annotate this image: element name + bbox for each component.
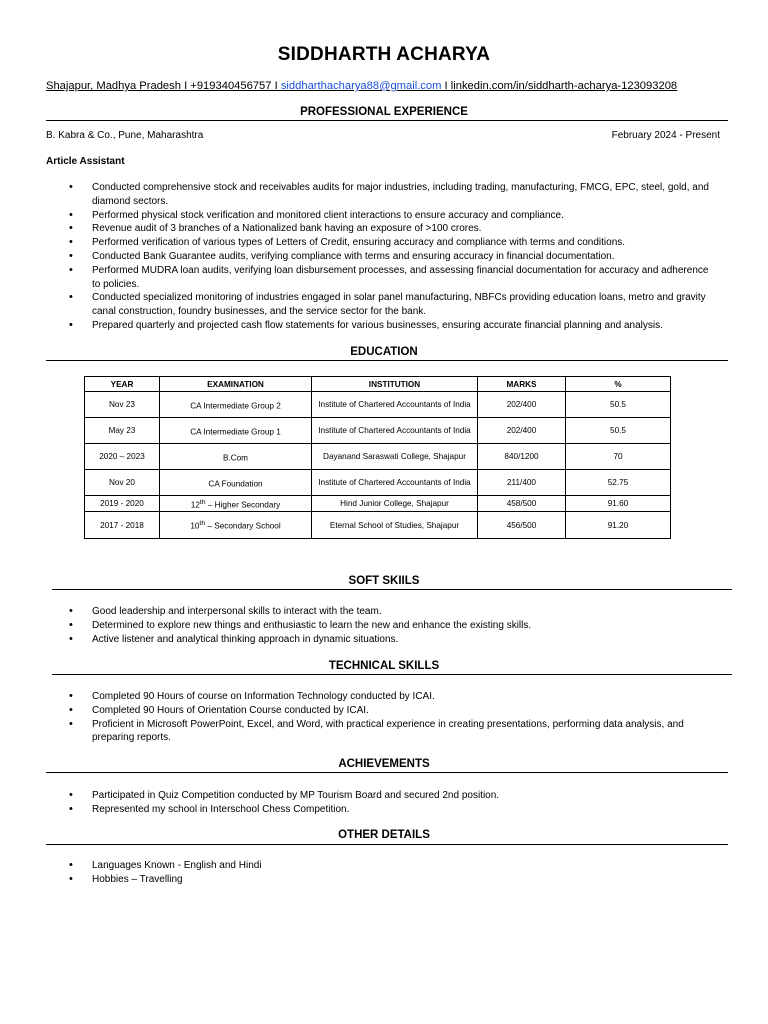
year-cell: Nov 20	[85, 470, 160, 496]
experience-heading: PROFESSIONAL EXPERIENCE	[300, 106, 468, 118]
soft-skills-heading: SOFT SKIILS	[348, 575, 420, 587]
list-item: • Conducted specialized monitoring of industries engaged in solar panel manufacturing, NBFCs providing education loans, metro and gravity canal construction, foundry businesses, and the service sector for the bank.	[46, 291, 718, 319]
percentage-cell: 91.60	[566, 496, 671, 512]
technical-skills-heading: TECHNICAL SKILLS	[328, 660, 440, 672]
employment-period: February 2024 - Present	[611, 130, 720, 141]
job-role: Article Assistant	[46, 156, 125, 167]
list-item: • Proficient in Microsoft PowerPoint, Excel, and Word, with practical experience in creating presentations, performing data analysis, and preparing reports.	[46, 718, 718, 746]
marks-cell: 202/400	[478, 392, 566, 418]
separator: I	[180, 80, 191, 92]
percentage-cell: 52.75	[566, 470, 671, 496]
column-header: INSTITUTION	[312, 377, 478, 392]
table-row	[85, 444, 671, 470]
soft-skills-bullets	[46, 605, 718, 646]
institution-cell: Hind Junior College, Shajapur	[312, 496, 478, 512]
percentage-cell: 50.5	[566, 418, 671, 444]
percentage-cell: 50.5	[566, 392, 671, 418]
column-header: MARKS	[478, 377, 566, 392]
list-item: • Hobbies – Travelling	[46, 873, 718, 887]
experience-bullets	[46, 181, 718, 333]
table-header-row	[85, 377, 671, 392]
linkedin-link[interactable]: linkedin.com/in/siddharth-acharya-123093208	[450, 80, 678, 92]
exam-cell: CA Foundation	[160, 470, 312, 496]
education-rule	[46, 360, 728, 361]
table-row	[85, 470, 671, 496]
achievements-rule	[46, 772, 728, 773]
list-item: • Performed verification of various types of Letters of Credit, ensuring accuracy and compliance with terms and conditions.	[46, 236, 718, 250]
exam-cell: CA Intermediate Group 2	[160, 392, 312, 418]
percentage-cell: 70	[566, 444, 671, 470]
list-item: • Prepared quarterly and projected cash flow statements for various businesses, ensuring accurate financial planning and analysis.	[46, 319, 718, 333]
separator: I	[441, 80, 451, 92]
table-row	[85, 418, 671, 444]
list-item: • Conducted comprehensive stock and receivables audits for major industries, including trading, manufacturing, FMCG, EPC, steel, gold, and diamond sectors.	[46, 181, 718, 209]
year-cell: 2020 – 2023	[85, 444, 160, 470]
achievements-bullets	[46, 789, 718, 817]
list-item: • Revenue audit of 3 branches of a Nationalized bank having an exposure of >100 crores.	[46, 222, 718, 236]
institution-cell: Institute of Chartered Accountants of India	[312, 418, 478, 444]
experience-rule	[46, 120, 728, 121]
marks-cell: 211/400	[478, 470, 566, 496]
list-item: • Languages Known - English and Hindi	[46, 859, 718, 873]
marks-cell: 202/400	[478, 418, 566, 444]
institution-cell: Eternal School of Studies, Shajapur	[312, 512, 478, 539]
exam-cell: CA Intermediate Group 1	[160, 418, 312, 444]
other-details-heading: OTHER DETAILS	[338, 829, 430, 841]
list-item: • Completed 90 Hours of Orientation Course conducted by ICAI.	[46, 704, 718, 718]
list-item: • Completed 90 Hours of course on Information Technology conducted by ICAI.	[46, 690, 718, 704]
list-item: • Active listener and analytical thinking approach in dynamic situations.	[46, 633, 718, 647]
candidate-name: SIDDHARTH ACHARYA	[277, 44, 491, 65]
exam-cell: B.Com	[160, 444, 312, 470]
column-header: YEAR	[85, 377, 160, 392]
location: Shajapur, Madhya Pradesh	[46, 80, 181, 92]
technical-skills-bullets	[46, 690, 718, 745]
phone: +919340456757	[190, 80, 272, 92]
other-details-rule	[46, 844, 728, 845]
list-item: • Good leadership and interpersonal skills to interact with the team.	[46, 605, 718, 619]
marks-cell: 458/500	[478, 496, 566, 512]
institution-cell: Institute of Chartered Accountants of India	[312, 392, 478, 418]
education-table	[84, 376, 671, 539]
year-cell: 2019 - 2020	[85, 496, 160, 512]
percentage-cell: 91.20	[566, 512, 671, 539]
year-cell: May 23	[85, 418, 160, 444]
marks-cell: 456/500	[478, 512, 566, 539]
table-row	[85, 496, 671, 512]
year-cell: 2017 - 2018	[85, 512, 160, 539]
list-item: • Conducted Bank Guarantee audits, verifying compliance with terms and ensuring accuracy in financial documentation.	[46, 250, 718, 264]
institution-cell: Dayanand Saraswati College, Shajapur	[312, 444, 478, 470]
other-details-bullets	[46, 859, 718, 887]
institution-cell: Institute of Chartered Accountants of India	[312, 470, 478, 496]
list-item: • Participated in Quiz Competition conducted by MP Tourism Board and secured 2nd position.	[46, 789, 718, 803]
achievements-heading: ACHIEVEMENTS	[338, 758, 430, 770]
contact-line	[46, 80, 726, 92]
email-link[interactable]: siddharthacharya88@gmail.com	[280, 80, 442, 92]
list-item: • Represented my school in Interschool Chess Competition.	[46, 803, 718, 817]
firm-name: B. Kabra & Co., Pune, Maharashtra	[46, 130, 204, 141]
exam-cell: 12th – Higher Secondary	[160, 496, 312, 512]
technical-skills-rule	[52, 674, 732, 675]
year-cell: Nov 23	[85, 392, 160, 418]
table-row	[85, 392, 671, 418]
column-header: EXAMINATION	[160, 377, 312, 392]
list-item: • Performed MUDRA loan audits, verifying loan disbursement processes, and assessing financial documentation for accuracy and adherence to policies.	[46, 264, 718, 292]
list-item: • Performed physical stock verification and monitored client interactions to ensure accuracy and compliance.	[46, 209, 718, 223]
column-header: %	[566, 377, 671, 392]
list-item: • Determined to explore new things and enthusiastic to learn the new and enhance the existing skills.	[46, 619, 718, 633]
exam-cell: 10th – Secondary School	[160, 512, 312, 539]
marks-cell: 840/1200	[478, 444, 566, 470]
soft-skills-rule	[52, 589, 732, 590]
table-row	[85, 512, 671, 539]
separator: I	[271, 80, 281, 92]
education-heading: EDUCATION	[350, 346, 418, 358]
